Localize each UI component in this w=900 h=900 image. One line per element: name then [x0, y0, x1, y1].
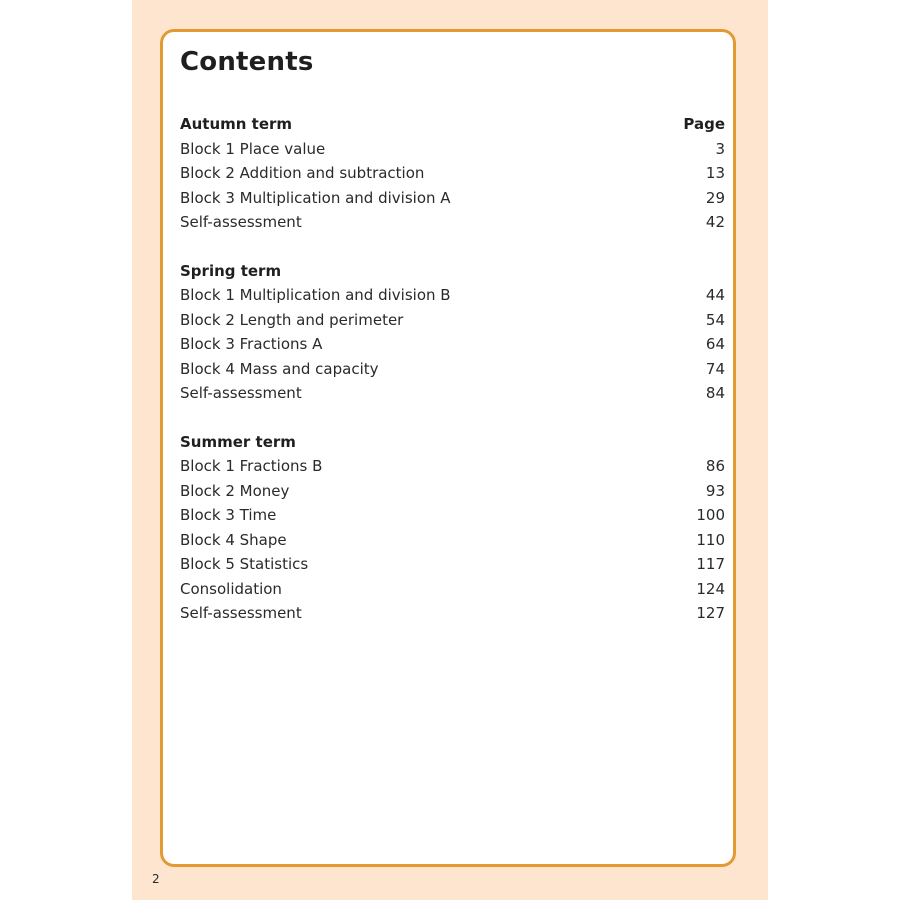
toc-entry-page: 54 — [705, 310, 725, 329]
footer-page-number: 2 — [152, 872, 160, 886]
toc-entry-label: Block 2 Money — [180, 481, 290, 500]
toc-entry-label: Block 2 Length and perimeter — [180, 310, 404, 329]
toc-entry — [180, 503, 725, 528]
toc-entry-label: Block 3 Time — [180, 506, 277, 525]
toc-entry-label: Block 5 Statistics — [180, 555, 309, 574]
toc-entry-label: Block 3 Multiplication and division A — [180, 188, 451, 207]
toc-entry-label: Self-assessment — [180, 213, 302, 232]
toc-entry — [180, 332, 725, 357]
toc-entry-label: Block 1 Place value — [180, 139, 326, 158]
section-spacer — [180, 406, 725, 430]
toc-entry — [180, 454, 725, 479]
toc-entry-label: Block 4 Shape — [180, 530, 287, 549]
toc-entry — [180, 479, 725, 504]
toc-entry — [180, 186, 725, 211]
toc-entry — [180, 381, 725, 406]
toc-entry-label: Block 2 Addition and subtraction — [180, 164, 425, 183]
toc-entry-page: 86 — [705, 457, 725, 476]
toc-entry-page: 84 — [705, 384, 725, 403]
toc-entry-label: Consolidation — [180, 579, 282, 598]
toc-entry-label: Block 1 Multiplication and division B — [180, 286, 451, 305]
table-of-contents — [180, 112, 725, 626]
toc-entry-page: 93 — [705, 481, 725, 500]
toc-entry-page: 124 — [696, 579, 725, 598]
toc-entry — [180, 601, 725, 626]
toc-entry — [180, 528, 725, 553]
toc-entry-label: Block 3 Fractions A — [180, 335, 323, 354]
toc-entry — [180, 210, 725, 235]
toc-entry-page: 29 — [705, 188, 725, 207]
toc-entry-page: 64 — [705, 335, 725, 354]
document-page — [132, 0, 768, 900]
toc-entry — [180, 577, 725, 602]
toc-entry-label: Block 1 Fractions B — [180, 457, 323, 476]
toc-entry-label: Self-assessment — [180, 384, 302, 403]
section-spacer — [180, 235, 725, 259]
toc-entry-page: 42 — [705, 213, 725, 232]
section-title: Spring term — [180, 261, 282, 280]
toc-entry-page: 127 — [696, 604, 725, 623]
page-column-header: Page — [683, 115, 725, 134]
toc-entry — [180, 552, 725, 577]
section-header-autumn — [180, 112, 725, 137]
toc-entry-page: 13 — [705, 164, 725, 183]
toc-entry — [180, 357, 725, 382]
toc-entry-label: Block 4 Mass and capacity — [180, 359, 379, 378]
section-title: Autumn term — [180, 115, 293, 134]
toc-entry — [180, 161, 725, 186]
toc-entry-page: 110 — [696, 530, 725, 549]
section-header-summer — [180, 430, 725, 455]
toc-entry-page: 100 — [696, 506, 725, 525]
toc-entry-page: 74 — [705, 359, 725, 378]
section-header-spring — [180, 259, 725, 284]
toc-entry-page: 3 — [715, 139, 725, 158]
section-title: Summer term — [180, 432, 296, 451]
contents-card — [160, 29, 736, 867]
toc-entry — [180, 308, 725, 333]
toc-entry-label: Self-assessment — [180, 604, 302, 623]
toc-entry-page: 117 — [696, 555, 725, 574]
toc-entry — [180, 283, 725, 308]
toc-entry-page: 44 — [705, 286, 725, 305]
page-title: Contents — [180, 47, 314, 77]
toc-entry — [180, 137, 725, 162]
